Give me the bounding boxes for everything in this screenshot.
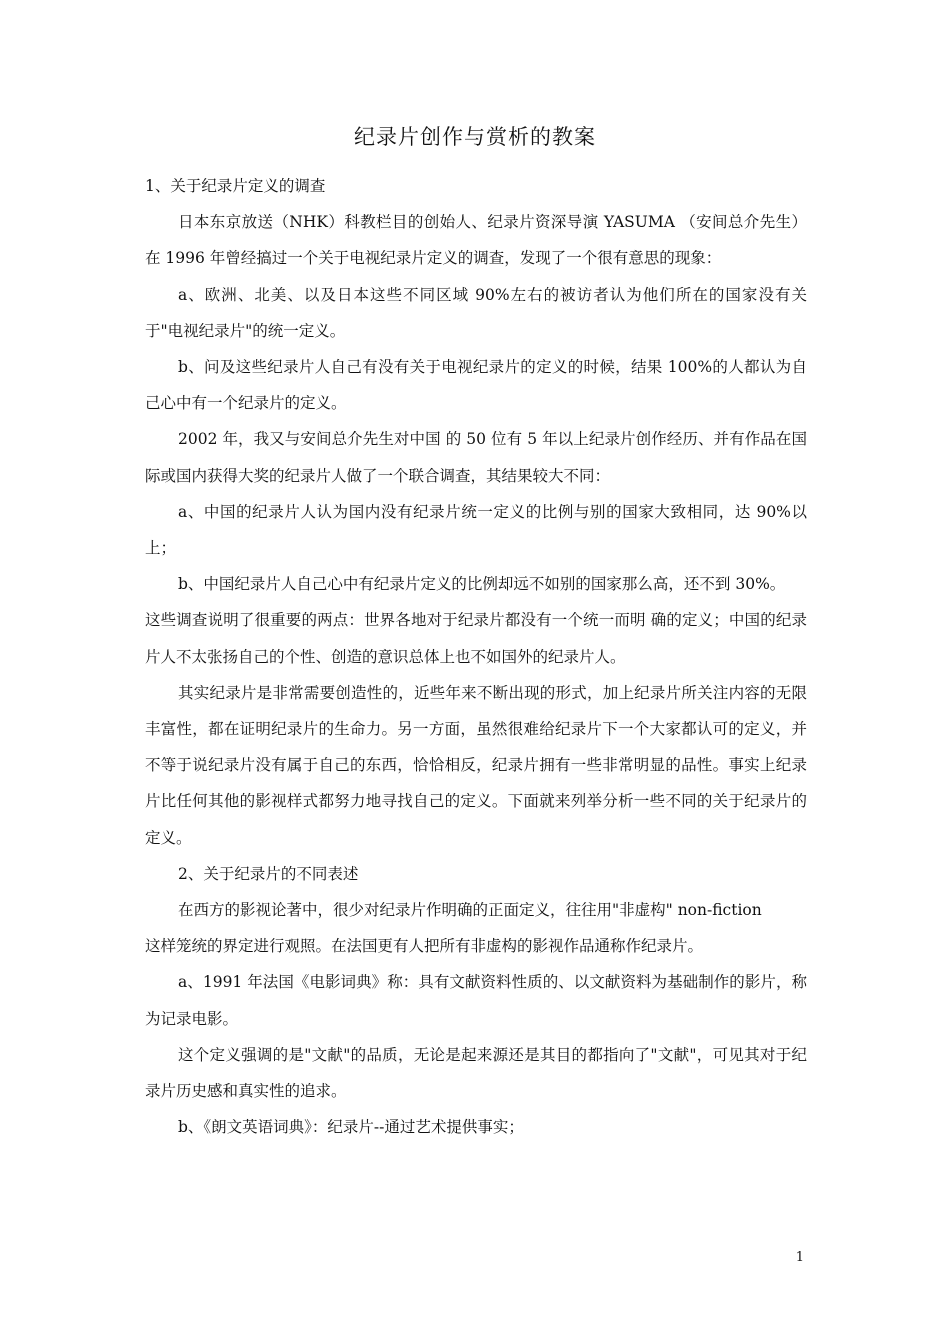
- document-body: [145, 168, 807, 1145]
- section-heading-1: 1、关于纪录片定义的调查: [145, 177, 326, 195]
- document-title: 纪录片创作与赏析的教案: [354, 125, 596, 149]
- paragraph: 这个定义强调的是"文献"的品质，无论是起来源还是其目的都指向了"文献"，可见其对于纪录片历史感和真实性的追求。: [145, 1045, 807, 1101]
- paragraph: b、中国纪录片人自己心中有纪录片定义的比例却远不如别的国家那么高，还不到 30%。: [178, 575, 786, 594]
- section-heading-2: 2、关于纪录片的不同表述: [178, 864, 359, 883]
- paragraph: 其实纪录片是非常需要创造性的，近些年来不断出现的形式，加上纪录片所关注内容的无限丰富性，都在证明纪录片的生命力。另一方面，虽然很难给纪录片下一个大家都认可的定义，并不等于说纪录片没有属于自己的东西，恰恰相反，纪录片拥有一些非常明显的品性。事实上纪录片比任何其他的影视样式都努力地寻找自己的定义。下面就来列举分析一些不同的关于纪录片的定义。: [145, 683, 807, 847]
- paragraph: a、欧洲、北美、以及日本这些不同区域 90%左右的被访者认为他们所在的国家没有关于"电视纪录片"的统一定义。: [145, 285, 807, 340]
- paragraph: 在西方的影视论著中，很少对纪录片作明确的正面定义，往往用"非虚构" non-fiction: [178, 901, 762, 920]
- paragraph: 这样笼统的界定进行观照。在法国更有人把所有非虚构的影视作品通称作纪录片。: [145, 937, 704, 956]
- page-number: 1: [795, 1250, 804, 1265]
- paragraph: 日本东京放送（NHK）科教栏目的创始人、纪录片资深导演 YASUMA （安间总介先生）在 1996 年曾经搞过一个关于电视纪录片定义的调查，发现了一个很有意思的现象：: [145, 213, 807, 268]
- paragraph: 2002 年，我又与安间总介先生对中国 的 50 位有 5 年以上纪录片创作经历、并有作品在国际或国内获得大奖的纪录片人做了一个联合调查，其结果较大不同：: [145, 430, 807, 485]
- paragraph: a、1991 年法国《电影词典》称：具有文献资料性质的、以文献资料为基础制作的影片，称为记录电影。: [145, 973, 807, 1028]
- paragraph: a、中国的纪录片人认为国内没有纪录片统一定义的比例与别的国家大致相同，达 90%以上；: [145, 502, 807, 558]
- paragraph: b、问及这些纪录片人自己有没有关于电视纪录片的定义的时候，结果 100%的人都认为自己心中有一个纪录片的定义。: [145, 358, 807, 413]
- paragraph: b、《朗文英语词典》：纪录片--通过艺术提供事实；: [178, 1118, 524, 1137]
- paragraph: 这些调查说明了很重要的两点：世界各地对于纪录片都没有一个统一而明 确的定义；中国的纪录片人不太张扬自己的个性、创造的意识总体上也不如国外的纪录片人。: [145, 611, 807, 666]
